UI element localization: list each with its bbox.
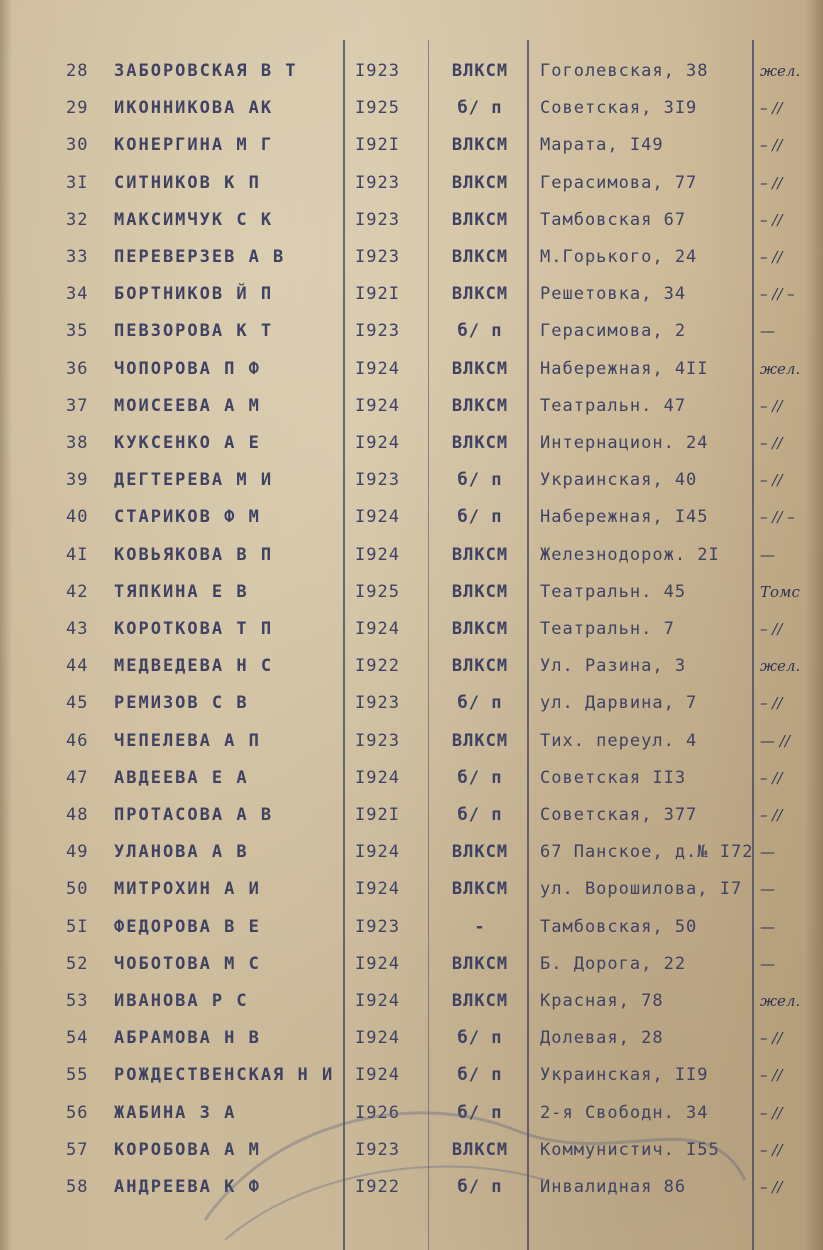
row-number: 43 (66, 619, 89, 639)
margin-note: – // (760, 99, 783, 118)
margin-note: — (760, 843, 775, 862)
party-status: б/ п (457, 1177, 503, 1197)
table-row (0, 834, 823, 871)
margin-note: – // (760, 434, 783, 452)
party-status: б/ п (457, 507, 503, 528)
margin-note: – // (760, 1178, 783, 1196)
birth-year: I92I (355, 135, 400, 156)
margin-note: – // – (760, 285, 795, 304)
birth-year: I924 (355, 358, 400, 379)
birth-year: I924 (355, 1065, 400, 1086)
address: Украинская, II9 (540, 1065, 709, 1086)
margin-note: – // (760, 694, 783, 713)
person-name: ПРОТАСОВА А В (114, 805, 274, 825)
birth-year: I923 (355, 61, 400, 81)
party-status: ВЛКСМ (451, 879, 509, 900)
birth-year: I925 (355, 581, 400, 602)
address: Инвалидная 86 (540, 1177, 687, 1197)
party-status: ВЛКСМ (451, 656, 509, 677)
address: ул. Дарвина, 7 (540, 693, 698, 714)
address: Красная, 78 (540, 991, 664, 1011)
margin-note: – // (760, 620, 783, 638)
address: Театральн. 45 (540, 581, 687, 602)
person-name: ЖАБИНА З А (114, 1102, 237, 1123)
person-name: ТЯПКИНА Е В (114, 581, 249, 602)
margin-note: – // (760, 1066, 783, 1085)
party-status: ВЛКСМ (451, 842, 509, 863)
party-status: ВЛКСМ (451, 619, 509, 639)
person-name: ФЕДОРОВА В Е (114, 916, 261, 937)
birth-year: I92I (355, 284, 400, 305)
address: Набережная, I45 (540, 507, 709, 528)
row-number: 33 (66, 247, 89, 267)
party-status: б/ п (457, 1065, 503, 1086)
row-number: 39 (66, 470, 89, 491)
address: Железнодорож. 2I (540, 544, 720, 565)
party-status: б/ п (457, 693, 503, 714)
table-row (0, 909, 823, 946)
table-row (0, 537, 823, 574)
row-number: 4I (66, 544, 89, 565)
table-row (0, 425, 823, 462)
address: Советская, 377 (540, 805, 698, 825)
margin-note: – // (760, 806, 783, 824)
table-row (0, 53, 823, 90)
address: Ул. Разина, 3 (540, 656, 687, 677)
person-name: ИВАНОВА Р С (114, 991, 249, 1011)
person-name: РОЖДЕСТВЕНСКАЯ Н И (114, 1065, 335, 1086)
row-number: 38 (66, 433, 89, 453)
margin-note: жел. (760, 992, 801, 1010)
party-status: ВЛКСМ (451, 433, 509, 453)
birth-year: I924 (355, 1028, 400, 1049)
row-number: 57 (66, 1139, 89, 1160)
table-row (0, 648, 823, 685)
table-row (0, 946, 823, 983)
row-number: 45 (66, 693, 89, 714)
person-name: МЕДВЕДЕВА Н С (114, 656, 274, 677)
row-number: 42 (66, 581, 89, 602)
birth-year: I924 (355, 507, 400, 528)
address: 67 Панское, д.№ I72 (540, 842, 754, 863)
person-name: КОНЕРГИНА М Г (114, 135, 274, 156)
address: Тамбовская, 50 (540, 916, 698, 937)
address: Театральн. 47 (540, 395, 687, 416)
address: Б. Дорога, 22 (540, 953, 687, 974)
table-row (0, 499, 823, 536)
birth-year: I923 (355, 730, 400, 751)
party-status: ВЛКСМ (451, 209, 509, 230)
party-status: б/ п (457, 767, 503, 788)
birth-year: I923 (355, 693, 400, 714)
person-name: СИТНИКОВ К П (114, 172, 261, 193)
party-status: б/ п (457, 1028, 503, 1049)
person-name: ДЕГТЕРЕВА М И (114, 470, 274, 491)
table-row (0, 313, 823, 350)
address: Герасимова, 2 (540, 321, 687, 342)
birth-year: I924 (355, 991, 400, 1011)
row-number: 56 (66, 1102, 89, 1123)
person-name: УЛАНОВА А В (114, 842, 249, 863)
row-number: 37 (66, 395, 89, 416)
person-name: МАКСИМЧУК С К (114, 209, 274, 230)
address: Коммунистич. I55 (540, 1139, 720, 1160)
row-number: 58 (66, 1177, 89, 1197)
address: Советская, 3I9 (540, 98, 698, 119)
margin-note: жел. (760, 62, 801, 80)
person-name: СТАРИКОВ Ф М (114, 507, 261, 528)
person-name: ЧОБОТОВА М С (114, 953, 261, 974)
birth-year: I923 (355, 470, 400, 491)
address: Марата, I49 (540, 135, 664, 156)
person-name: РЕМИЗОВ С В (114, 693, 249, 714)
table-row (0, 685, 823, 722)
margin-note: Томс (760, 582, 800, 601)
party-status: ВЛКСМ (451, 581, 509, 602)
row-number: 50 (66, 879, 89, 900)
row-number: 3I (66, 172, 89, 193)
birth-year: I923 (355, 321, 400, 342)
margin-note: – // – (760, 508, 795, 527)
table-row (0, 202, 823, 239)
address: Тих. переул. 4 (540, 730, 698, 751)
address: Украинская, 40 (540, 470, 698, 491)
table-row (0, 871, 823, 908)
row-number: 35 (66, 321, 89, 342)
person-name: АНДРЕЕВА К Ф (114, 1177, 261, 1197)
table-row (0, 462, 823, 499)
margin-note: — (760, 954, 775, 973)
row-number: 53 (66, 991, 89, 1011)
party-status: б/ п (457, 470, 503, 491)
person-name: ЗАБОРОВСКАЯ В Т (114, 61, 298, 81)
birth-year: I924 (355, 879, 400, 900)
party-status: ВЛКСМ (451, 953, 509, 974)
birth-year: I925 (355, 98, 400, 119)
address: Долевая, 28 (540, 1028, 664, 1049)
margin-note: – // (760, 1140, 783, 1159)
row-number: 48 (66, 805, 89, 825)
margin-note: – // (760, 173, 783, 192)
table-row (0, 239, 823, 276)
person-name: КОВЬЯКОВА В П (114, 544, 274, 565)
person-name: ПЕВЗОРОВА К Т (114, 321, 274, 342)
row-number: 49 (66, 842, 89, 863)
person-name: МОИСЕЕВА А М (114, 395, 261, 416)
party-status: ВЛКСМ (451, 172, 509, 193)
margin-note: – // (760, 1103, 783, 1122)
margin-note: – // (760, 136, 783, 155)
row-number: 36 (66, 358, 89, 379)
address: Набережная, 4II (540, 358, 709, 379)
birth-year: I923 (355, 247, 400, 267)
person-name: МИТРОХИН А И (114, 879, 261, 900)
party-status: ВЛКСМ (451, 544, 509, 565)
address: Интернацион. 24 (540, 433, 709, 453)
party-status: ВЛКСМ (451, 247, 509, 267)
margin-note: — // (760, 731, 790, 750)
address: М.Горького, 24 (540, 247, 698, 267)
person-name: ЧОПОРОВА П Ф (114, 358, 261, 379)
table-row (0, 723, 823, 760)
archive-stamp (185, 1060, 755, 1250)
party-status: б/ п (457, 321, 503, 342)
margin-note: — (760, 322, 775, 341)
party-status: - (474, 916, 486, 937)
person-name: АБРАМОВА Н В (114, 1028, 261, 1049)
party-status: ВЛКСМ (451, 395, 509, 416)
row-number: 34 (66, 284, 89, 305)
margin-note: — (760, 880, 775, 899)
birth-year: I924 (355, 395, 400, 416)
row-number: 44 (66, 656, 89, 677)
person-name: АВДЕЕВА Е А (114, 767, 249, 788)
margin-note: – // (760, 210, 783, 229)
margin-note: – // (760, 1029, 783, 1048)
margin-note: – // (760, 396, 783, 415)
row-number: 46 (66, 730, 89, 751)
person-name: ПЕРЕВЕРЗЕВ А В (114, 247, 286, 267)
birth-year: I923 (355, 916, 400, 937)
margin-note: жел. (760, 657, 801, 676)
person-name: КУКСЕНКО А Е (114, 433, 261, 453)
row-number: 54 (66, 1028, 89, 1049)
person-name: ЧЕПЕЛЕВА А П (114, 730, 261, 751)
table-row (0, 165, 823, 202)
table-row (0, 127, 823, 164)
table-row (0, 351, 823, 388)
address: ул. Ворошилова, I7 (540, 879, 743, 900)
birth-year: I924 (355, 842, 400, 863)
table-row (0, 983, 823, 1020)
margin-note: – // (760, 248, 783, 266)
margin-note: — (760, 917, 775, 936)
address: Театральн. 7 (540, 619, 675, 639)
table-row (0, 1020, 823, 1057)
margin-note: – // (760, 768, 783, 787)
birth-year: I923 (355, 172, 400, 193)
birth-year: I923 (355, 209, 400, 230)
margin-note: – // (760, 471, 783, 490)
margin-note: — (760, 545, 775, 564)
address: 2-я Свободн. 34 (540, 1102, 709, 1123)
person-name: ИКОННИКОВА АК (114, 98, 274, 119)
margin-note: жел. (760, 359, 801, 378)
birth-year: I923 (355, 1139, 400, 1160)
party-status: ВЛКСМ (451, 991, 509, 1011)
table-row (0, 574, 823, 611)
table-row (0, 90, 823, 127)
birth-year: I924 (355, 544, 400, 565)
party-status: ВЛКСМ (451, 730, 509, 751)
row-number: 40 (66, 507, 89, 528)
address: Решетовка, 34 (540, 284, 687, 305)
row-number: 5I (66, 916, 89, 937)
party-status: ВЛКСМ (451, 61, 509, 81)
party-status: ВЛКСМ (451, 358, 509, 379)
birth-year: I924 (355, 433, 400, 453)
row-number: 47 (66, 767, 89, 788)
birth-year: I924 (355, 953, 400, 974)
party-status: б/ п (457, 805, 503, 825)
row-number: 55 (66, 1065, 89, 1086)
address: Тамбовская 67 (540, 209, 687, 230)
birth-year: I92I (355, 805, 400, 825)
row-number: 52 (66, 953, 89, 974)
party-status: ВЛКСМ (451, 284, 509, 305)
address: Гоголевская, 38 (540, 61, 709, 81)
address: Герасимова, 77 (540, 172, 698, 193)
table-row (0, 611, 823, 648)
person-name: БОРТНИКОВ Й П (114, 284, 274, 305)
party-status: ВЛКСМ (451, 1139, 509, 1160)
table-row (0, 276, 823, 313)
row-number: 30 (66, 135, 89, 156)
party-status: б/ п (457, 98, 503, 119)
table-row (0, 760, 823, 797)
person-name: КОРОБОВА А М (114, 1139, 261, 1160)
birth-year: I922 (355, 1177, 400, 1197)
birth-year: I926 (355, 1102, 400, 1123)
row-number: 32 (66, 209, 89, 230)
table-row (0, 797, 823, 834)
row-number: 29 (66, 98, 89, 119)
birth-year: I924 (355, 767, 400, 788)
row-number: 28 (66, 61, 89, 81)
party-status: б/ п (457, 1102, 503, 1123)
birth-year: I922 (355, 656, 400, 677)
table-row (0, 388, 823, 425)
address: Советская II3 (540, 767, 687, 788)
person-name: КОРОТКОВА Т П (114, 619, 274, 639)
party-status: ВЛКСМ (451, 135, 509, 156)
birth-year: I924 (355, 619, 400, 639)
